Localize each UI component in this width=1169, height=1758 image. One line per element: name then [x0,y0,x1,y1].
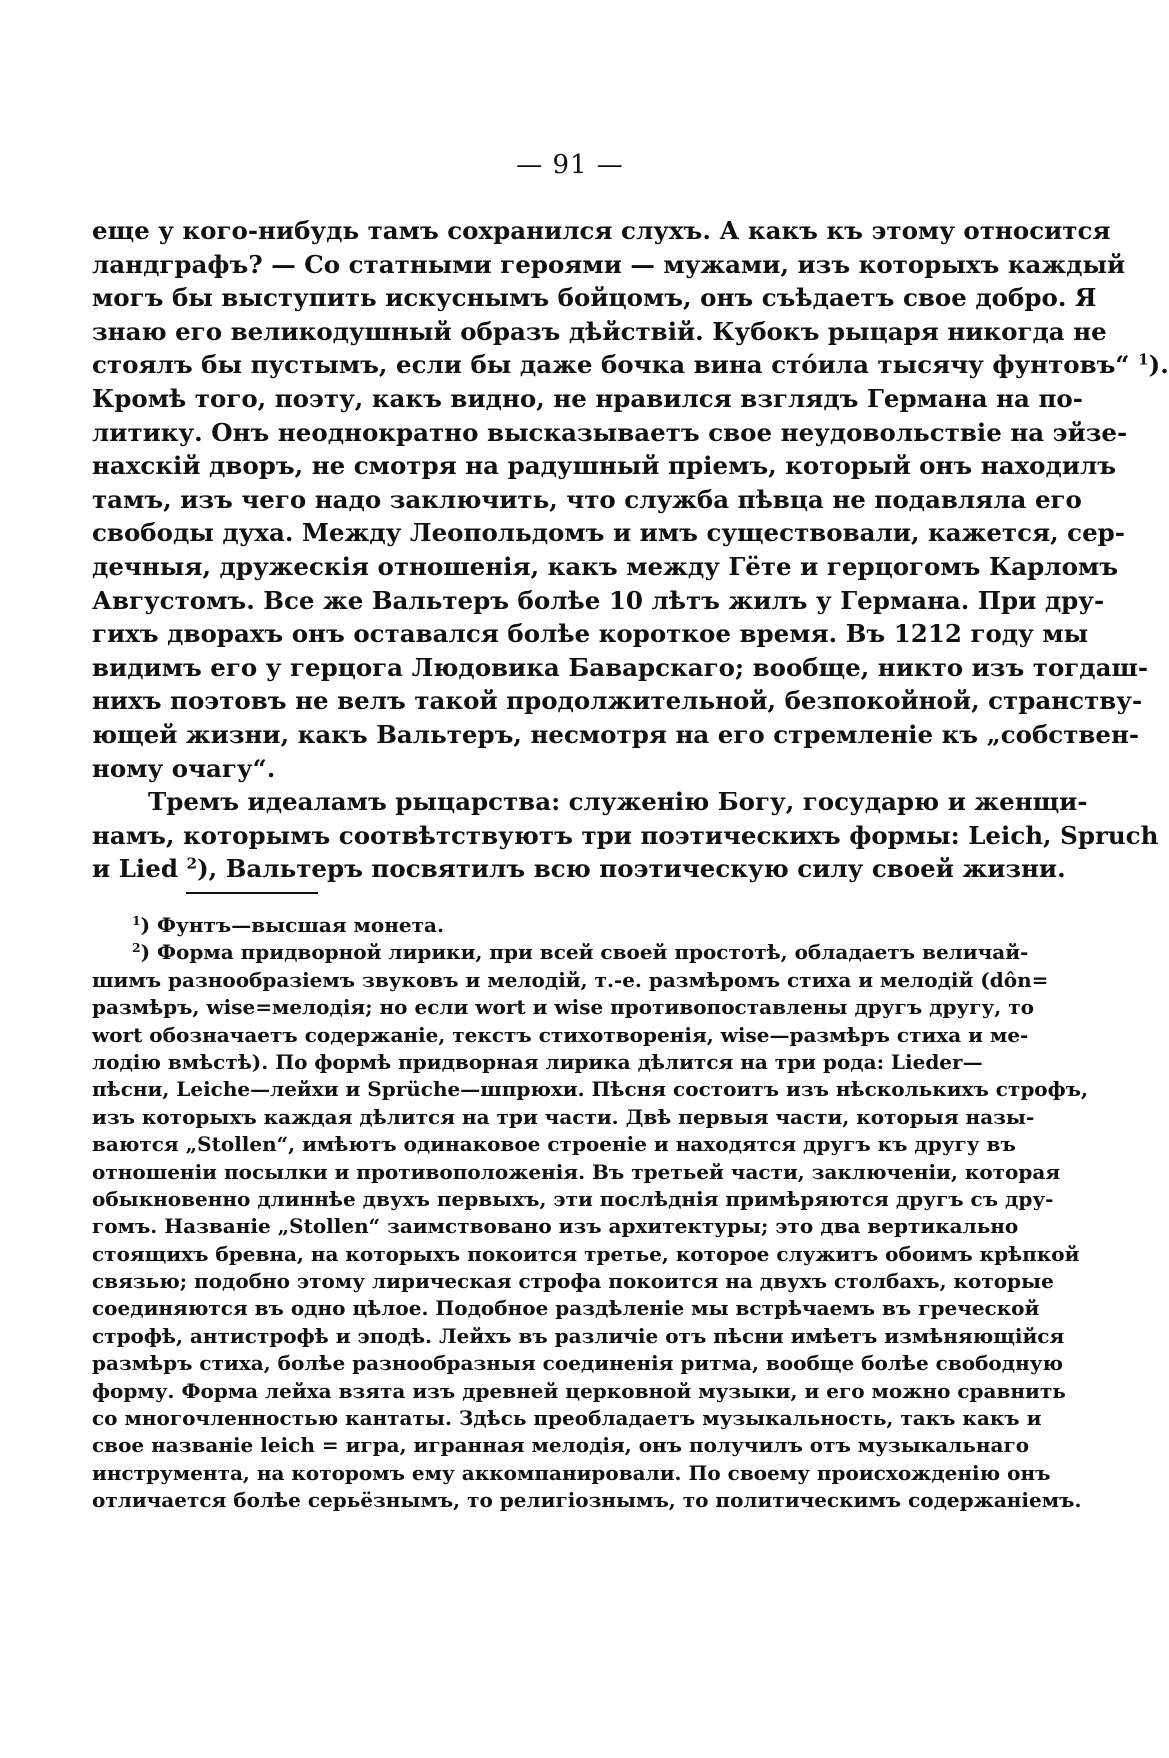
footnote-line: строфѣ, антистрофѣ и эподѣ. Лейхъ въ различіе отъ пѣсни имѣетъ измѣняющійся [92,1323,1065,1348]
text-line: тамъ, изъ чего надо заключить, что служба пѣвца не подавляла его [92,484,1082,514]
text-segment: ), Вальтеръ посвятилъ всю поэтическую силу своей жизни. [197,854,1066,884]
footnote-line: отношеніи посылки и противоположенія. Въ третьей части, заключеніи, которая [92,1159,1061,1184]
footnote-line: инструмента, на которомъ ему аккомпанировали. По своему происхожденію онъ [92,1460,1051,1485]
footnote-line: связью; подобно этому лирическая строфа покоится на двухъ столбахъ, которые [92,1269,1054,1294]
text-segment: стоялъ бы пустымъ, если бы даже бочка вина стóила тысячу фунтовъ“ [92,350,1130,380]
footnote-line: отличается болѣе серьёзнымъ, то религіознымъ, то политическимъ содержаніемъ. [92,1488,1082,1513]
footnote-line: со многочленностью кантаты. Здѣсь преобладаетъ музыкальность, такъ какъ и [92,1406,1042,1431]
footnote-line: размѣръ стиха, болѣе разнообразныя соединенія ритма, вообще болѣе свободную [92,1351,1064,1376]
text-line: ющей жизни, какъ Вальтеръ, несмотря на его стремленіе къ „собствен- [92,719,1140,749]
text-line: Кромѣ того, поэту, какъ видно, не нравился взглядъ Германа на по- [92,383,1083,413]
footnote-line: стоящихъ бревна, на которыхъ покоится третье, которое служитъ обоимъ крѣпкой [92,1241,1080,1266]
footnote-line: свое названіе leich = игра, игранная мелодія, онъ получилъ отъ музыкальнаго [92,1433,1030,1458]
footnote-line: шимъ разнообразіемъ звуковъ и мелодій, т.-е. размѣромъ стиха и мелодій (dôn= [92,967,1049,992]
footnote-line: ваются „Stollen“, имѣютъ одинаковое строеніе и находятся другъ къ другу въ [92,1132,1016,1157]
text-line: ному очагу“. [92,753,276,783]
text-line: Августомъ. Все же Вальтеръ болѣе 10 лѣтъ жилъ у Германа. При дру- [92,585,1105,615]
text-line: ландграфъ? — Со статными героями — мужами, изъ которыхъ каждый [92,249,1126,279]
footnote-marker-1: 1 [132,913,141,929]
text-line-with-footnote-ref [92,348,1169,382]
text-line: могъ бы выступить искуснымъ бойцомъ, онъ съѣдаетъ свое добро. Я [92,283,1097,313]
footnote-line: изъ которыхъ каждая дѣлится на три части. Двѣ первыя части, которыя назы- [92,1104,1035,1129]
text-line-with-footnote-ref [92,852,1066,886]
main-text [92,214,1169,886]
footnote-ref-2: 2 [186,854,198,873]
text-segment: и Lied [92,854,178,884]
footnote-line: wort обозначаетъ содержаніе, текстъ стихотворенія, wise—размѣръ стиха и ме- [92,1022,1029,1047]
text-line: гихъ дворахъ онъ оставался болѣе короткое время. Въ 1212 году мы [92,619,1089,649]
text-line: дечныя, дружескія отношенія, какъ между Гёте и герцогомъ Карломъ [92,551,1118,581]
footnote-line: пѣсни, Leiche—лейхи и Sprüche—шпрюхи. Пѣсня состоитъ изъ нѣсколькихъ строфъ, [92,1077,1088,1102]
text-line: знаю его великодушный образъ дѣйствій. Кубокъ рыцаря никогда не [92,316,1107,346]
text-line: литику. Онъ неоднократно высказываетъ свое неудовольствіе на эйзе- [92,417,1128,447]
text-line: видимъ его у герцога Людовика Баварскаго; вообще, никто изъ тогдаш- [92,652,1149,682]
footnote-line: обыкновенно длиннѣе двухъ первыхъ, эти послѣднія примѣряются другъ съ дру- [92,1186,1054,1211]
footnote-divider [186,892,318,894]
footnote-marker-2: 2 [132,940,141,956]
text-line-paragraph-start: Тремъ идеаламъ рыцарства: служенію Богу, государю и женщи- [148,787,1088,817]
footnote-1 [92,912,942,939]
text-line: свободы духа. Между Леопольдомъ и имъ существовали, кажется, сер- [92,518,1125,548]
text-line: нихъ поэтовъ не велъ такой продолжительной, безпокойной, странству- [92,686,1143,716]
footnote-line: форму. Форма лейха взята изъ древней церковной музыки, и его можно сравнить [92,1378,1066,1403]
footnotes [92,912,1088,1515]
footnote-line: гомъ. Названіе „Stollen“ заимствовано изъ архитектуры; это два вертикально [92,1214,1019,1239]
footnote-line: лодію вмѣстѣ). По формѣ придворная лирика дѣлится на три рода: Lieder— [92,1049,983,1074]
page-number: — 91 — [516,150,624,180]
footnote-ref-1: 1 [1138,351,1149,370]
text-line: намъ, которымъ соотвѣтствуютъ три поэтическихъ формы: Leich, Spruch [92,820,1159,850]
footnote-text: ) Фунтъ—высшая монета. [140,913,444,937]
footnote-text: ) Форма придворной лирики, при всей своей простотѣ, обладаетъ величай- [140,940,1029,965]
footnote-line: размѣръ, wise=мелодія; но если wort и wise противопоставлены другъ другу, то [92,995,1034,1020]
footnote-2-first-line [92,939,1029,966]
text-line: еще у кого-нибудь тамъ сохранился слухъ. А какъ къ этому относится [92,216,1111,245]
text-segment: ). [1148,350,1169,380]
footnote-line: соединяются въ одно цѣлое. Подобное раздѣленіе мы встрѣчаемъ въ греческой [92,1296,1040,1321]
text-line: нахскій дворъ, не смотря на радушный пріемъ, который онъ находилъ [92,451,1117,481]
